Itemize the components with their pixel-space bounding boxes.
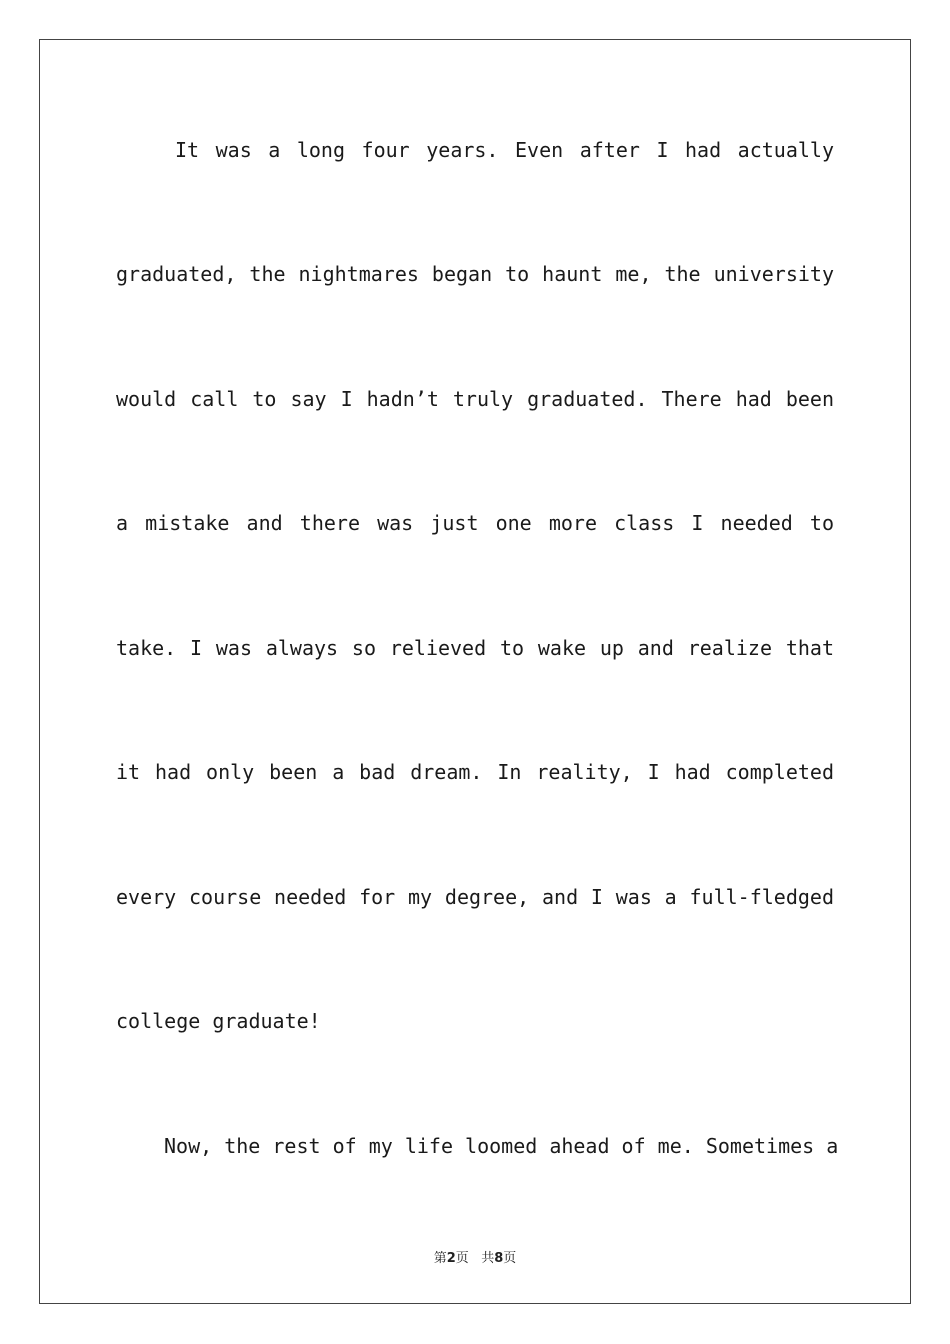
total-suffix: 页 <box>503 1251 517 1266</box>
paragraph-line-8: college graduate! <box>116 1009 321 1033</box>
paragraph-line-1: It was a long four years. Even after I had actually <box>175 138 834 162</box>
total-prefix: 共 <box>481 1251 495 1266</box>
paragraph-line-9: Now, the rest of my life loomed ahead of me. Sometimes a <box>164 1134 839 1158</box>
paragraph-line-6: it had only been a bad dream. In reality, I had completed <box>116 760 834 784</box>
page-suffix: 页 <box>455 1251 469 1266</box>
total-pages: 8 <box>494 1251 504 1266</box>
page-frame <box>39 39 911 1304</box>
paragraph-line-4: a mistake and there was just one more class I needed to <box>116 511 834 535</box>
paragraph-line-3: would call to say I hadn’t truly graduated. There had been <box>116 387 834 411</box>
page-number: 2 <box>446 1251 456 1266</box>
paragraph-line-2: graduated, the nightmares began to haunt me, the university <box>116 262 834 286</box>
page-prefix: 第 <box>433 1251 447 1266</box>
paragraph-line-7: every course needed for my degree, and I was a full-fledged <box>116 885 834 909</box>
page-footer <box>0 1247 950 1266</box>
paragraph-line-5: take. I was always so relieved to wake up and realize that <box>116 636 834 660</box>
